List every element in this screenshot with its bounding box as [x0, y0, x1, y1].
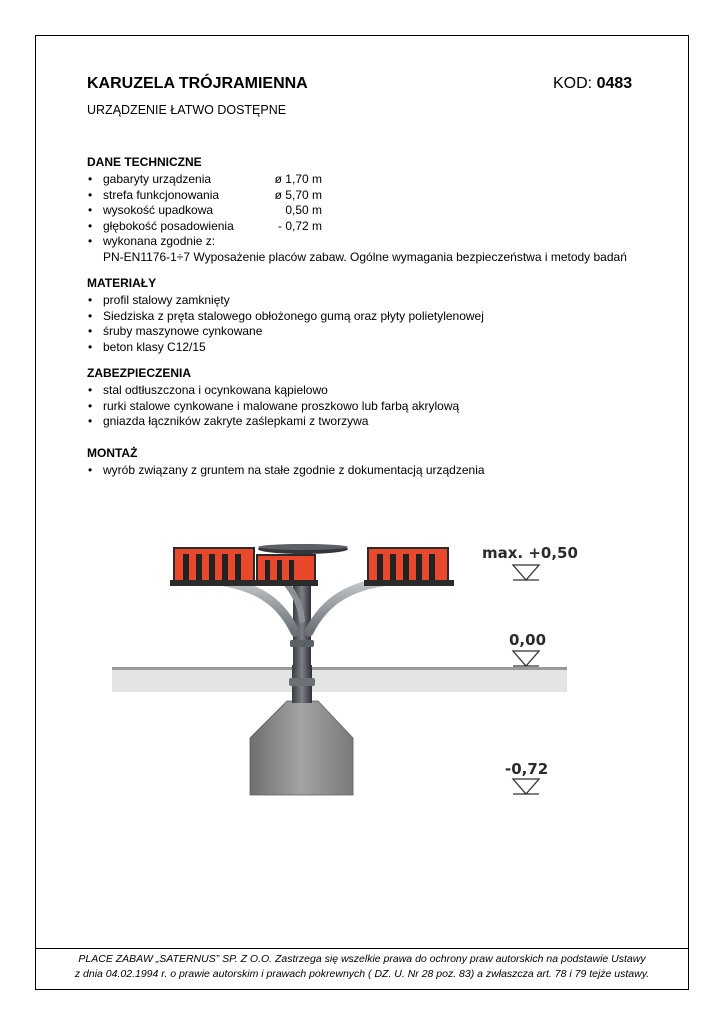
- spec-value: ø 1,70 m: [274, 172, 322, 186]
- page-subtitle: URZĄDZENIE ŁATWO DOSTĘPNE: [87, 103, 287, 117]
- left-arm: [212, 580, 295, 632]
- section-title: MATERIAŁY: [87, 276, 157, 290]
- level-zero-label: 0,00: [509, 631, 547, 649]
- product-code-label: KOD:: [553, 75, 593, 92]
- spec-label: • wysokość upadkowa: [103, 203, 214, 218]
- top-disc-highlight: [258, 544, 348, 550]
- list-item: • beton klasy C12/15: [87, 340, 484, 356]
- spec-label: • gabaryty urządzenia: [103, 172, 212, 186]
- level-depth-marker: [513, 779, 539, 794]
- norm-text: PN-EN1176-1÷7 Wyposażenie placów zabaw. Ogólne wymagania bezpieczeństwa i metody badań: [103, 249, 627, 264]
- center-seat: [254, 555, 318, 586]
- section-title: ZABEZPIECZENIA: [87, 366, 192, 380]
- copyright-footer: [40, 952, 684, 982]
- section-title: MONTAŻ: [87, 446, 138, 460]
- right-seat: [364, 548, 454, 586]
- pole-collar: [289, 678, 315, 686]
- list-item: • Siedziska z pręta stalowego obłożonego gumą oraz płyty polietylenowej: [87, 309, 484, 325]
- spec-value: - 0,72 m: [277, 218, 322, 233]
- spec-label: • strefa funkcjonowania: [103, 187, 220, 202]
- product-code-value: 0483: [596, 75, 633, 92]
- list-item: • gniazda łączników zakryte zaślepkami z tworzywa: [87, 414, 459, 430]
- page-title: KARUZELA TRÓJRAMIENNA: [87, 75, 308, 92]
- concrete-foundation: [250, 701, 353, 795]
- list-item: • stal odtłuszczona i ocynkowana kąpielowo: [87, 383, 459, 399]
- spec-value: 0,50 m: [285, 203, 322, 218]
- ground-band: [112, 670, 567, 692]
- list-item: • profil stalowy zamknięty: [87, 293, 484, 309]
- right-arm: [309, 580, 395, 632]
- left-seat: [170, 548, 260, 586]
- list-item: • śruby maszynowe cynkowane: [87, 324, 484, 340]
- spec-label: • głębokość posadowienia: [103, 218, 234, 233]
- section-title: DANE TECHNICZNE: [87, 155, 202, 169]
- norm-intro: • wykonana zgodnie z:: [103, 234, 216, 249]
- ground-surface: [112, 667, 567, 670]
- footer-line-2: z dnia 04.02.1994 r. o prawie autorskim i prawach pokrewnych ( DZ. U. Nr 28 poz. 83) a zwłaszcza art. 78 i 79 tejże ustawy.: [74, 968, 650, 980]
- list-item: • wyrób związany z gruntem na stałe zgodnie z dokumentacją urządzenia: [87, 463, 485, 479]
- level-max-marker: [513, 565, 539, 580]
- list-item: • rurki stalowe cynkowane i malowane proszkowo lub farbą akrylową: [87, 399, 459, 415]
- spec-value: ø 5,70 m: [274, 187, 322, 202]
- footer-line-1: PLACE ZABAW „SATERNUS” SP. Z O.O. Zastrzega się wszelkie prawa do ochrony praw autorskich na podstawie Ustawy: [78, 953, 646, 965]
- level-zero-marker: [513, 651, 539, 666]
- level-max-label: max. +0,50: [482, 544, 578, 562]
- level-depth-label: -0,72: [505, 760, 549, 778]
- pole-joint: [290, 640, 314, 647]
